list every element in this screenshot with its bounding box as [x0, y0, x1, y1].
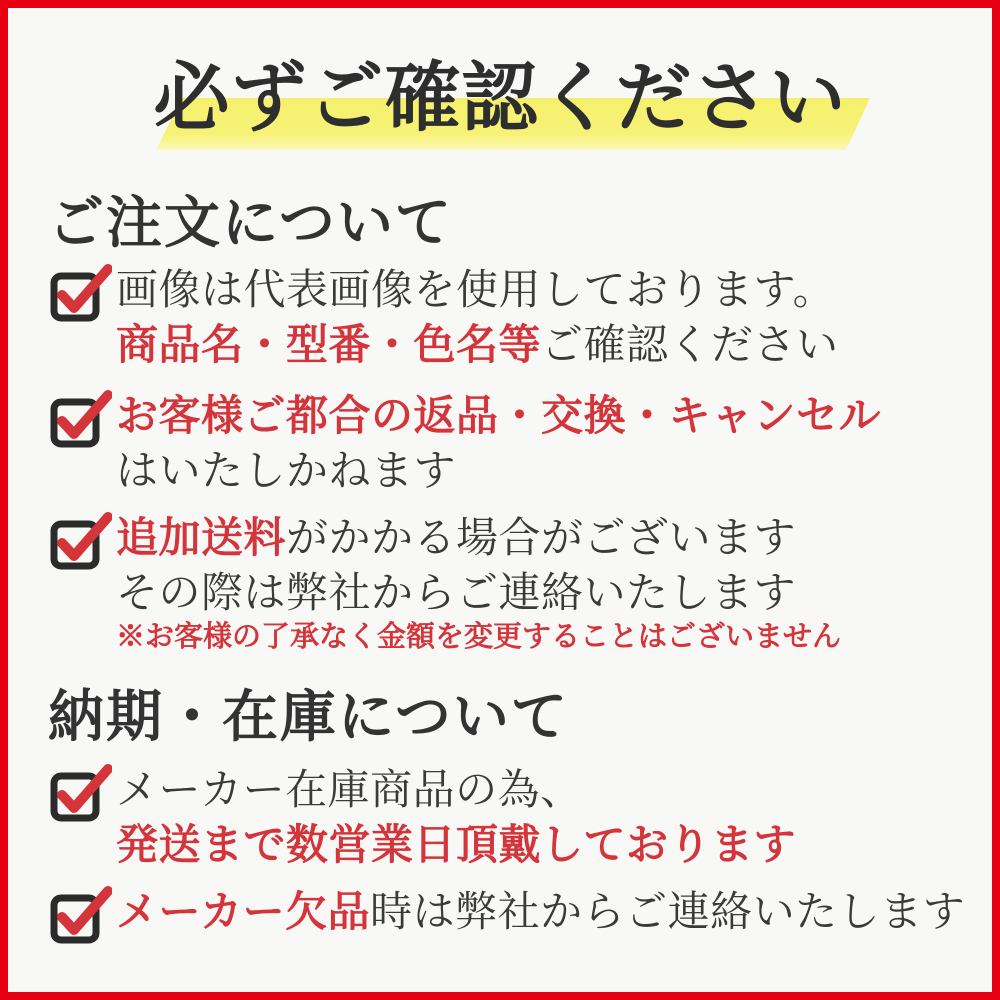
- item-line: [116, 445, 881, 500]
- item-text-red: お客様ご都合の返品・交換・キャンセル: [116, 394, 882, 440]
- checklist-item-returns: [50, 390, 881, 500]
- item-line: [116, 886, 965, 941]
- item-line: [116, 264, 839, 319]
- item-text-black: がかかる場合がございます: [286, 516, 797, 562]
- item-note-text: ※お客様の了承なく金額を変更することはございません: [116, 621, 842, 653]
- item-text: [116, 264, 839, 374]
- checklist-item-extra-shipping: [50, 512, 841, 652]
- item-text-black: 時は弊社からご連絡いたします: [370, 890, 966, 936]
- item-text-black: はいたしかねます: [116, 449, 457, 495]
- checked-checkbox-icon: [50, 512, 112, 570]
- item-line: [116, 390, 881, 445]
- item-text-red: 商品名・型番・色名等: [116, 323, 542, 369]
- checked-checkbox-icon: [50, 764, 112, 822]
- item-text-black: ご確認ください: [541, 323, 839, 369]
- item-text: [116, 512, 841, 652]
- checklist-item-maker-stock: [50, 764, 796, 874]
- checked-checkbox-icon: [50, 886, 112, 944]
- checklist-item-representative-image: [50, 264, 839, 374]
- item-line: [116, 512, 841, 567]
- item-line: [116, 567, 841, 622]
- item-text-black: 画像は代表画像を使用しております。: [116, 268, 836, 314]
- section-heading-stock: 納期・在庫について: [48, 687, 569, 749]
- item-text-black: メーカー在庫商品の為、: [116, 768, 583, 814]
- item-text-red: メーカー欠品: [116, 890, 371, 936]
- checked-checkbox-icon: [50, 264, 112, 322]
- checklist-item-maker-shortage: [50, 886, 965, 944]
- item-text-red: 発送まで数営業日頂戴しております: [116, 823, 797, 869]
- item-text: [116, 764, 796, 874]
- item-text: [116, 390, 881, 500]
- item-line: [116, 819, 796, 874]
- item-note: [116, 622, 841, 652]
- page-title: 必ずご確認ください: [153, 57, 847, 141]
- item-line: [116, 764, 796, 819]
- item-text-black: その際は弊社からご連絡いたします: [116, 571, 797, 617]
- item-line: [116, 319, 839, 374]
- item-text-red: 追加送料: [116, 516, 287, 562]
- section-heading-order: ご注文について: [48, 193, 453, 255]
- item-text: [116, 886, 965, 941]
- checked-checkbox-icon: [50, 390, 112, 448]
